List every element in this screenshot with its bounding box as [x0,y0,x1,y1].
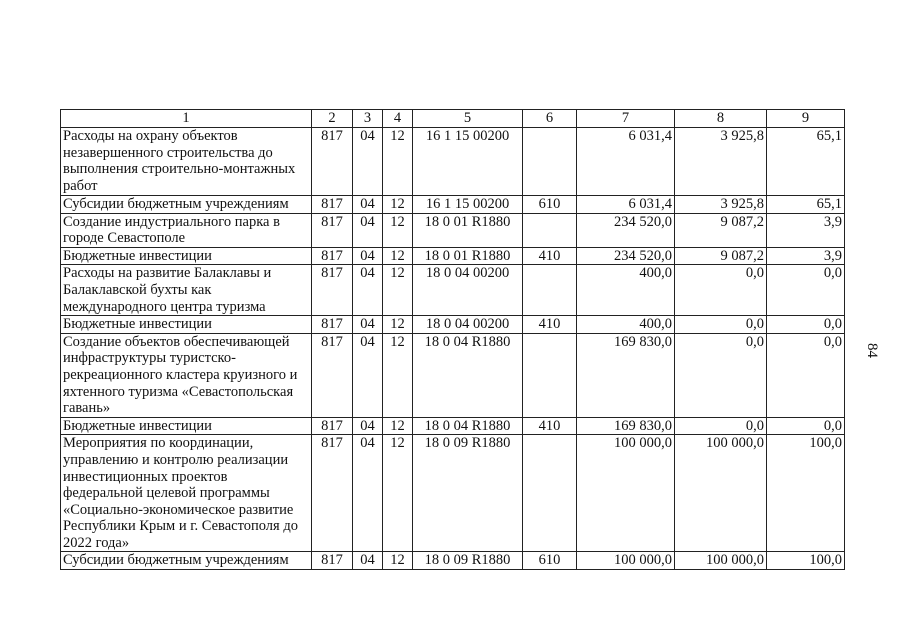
execution-percent: 0,0 [767,333,845,417]
header-cell: 8 [675,110,767,128]
expense-type-code: 410 [523,247,577,265]
subsection-code: 12 [383,333,413,417]
planned-amount: 400,0 [577,265,675,316]
section-code: 04 [353,265,383,316]
execution-percent: 0,0 [767,417,845,435]
planned-amount: 6 031,4 [577,196,675,214]
subsection-code: 12 [383,247,413,265]
expense-name: Субсидии бюджетным учреждениям [61,196,312,214]
execution-percent: 100,0 [767,435,845,552]
section-code: 04 [353,435,383,552]
subsection-code: 12 [383,196,413,214]
expense-type-code: 410 [523,417,577,435]
header-cell: 7 [577,110,675,128]
subsection-code: 12 [383,265,413,316]
target-article-code: 18 0 09 R1880 [413,552,523,570]
section-code: 04 [353,316,383,334]
page-number: 84 [864,343,880,358]
ministry-code: 817 [312,265,353,316]
ministry-code: 817 [312,128,353,196]
expense-type-code: 410 [523,316,577,334]
executed-amount: 3 925,8 [675,128,767,196]
table-row [61,552,845,570]
subsection-code: 12 [383,213,413,247]
section-code: 04 [353,552,383,570]
expense-name: Мероприятия по координации, управлению и контролю реализации инвестиционных проектов федеральной целевой программы «Социально-экономическое развитие Республики Крым и г. Севастополя до 2022 года» [61,435,312,552]
expense-type-code [523,435,577,552]
target-article-code: 18 0 09 R1880 [413,435,523,552]
header-cell: 5 [413,110,523,128]
ministry-code: 817 [312,417,353,435]
table-row [61,417,845,435]
header-cell: 2 [312,110,353,128]
subsection-code: 12 [383,316,413,334]
header-cell: 4 [383,110,413,128]
table-row [61,333,845,417]
target-article-code: 18 0 01 R1880 [413,213,523,247]
table-row [61,128,845,196]
executed-amount: 0,0 [675,265,767,316]
executed-amount: 100 000,0 [675,435,767,552]
target-article-code: 18 0 01 R1880 [413,247,523,265]
table-header-row [61,110,845,128]
expense-name: Бюджетные инвестиции [61,316,312,334]
execution-percent: 0,0 [767,316,845,334]
ministry-code: 817 [312,552,353,570]
executed-amount: 0,0 [675,316,767,334]
section-code: 04 [353,128,383,196]
planned-amount: 234 520,0 [577,213,675,247]
expense-name: Субсидии бюджетным учреждениям [61,552,312,570]
expense-type-code [523,128,577,196]
planned-amount: 6 031,4 [577,128,675,196]
header-cell: 1 [61,110,312,128]
subsection-code: 12 [383,128,413,196]
executed-amount: 100 000,0 [675,552,767,570]
table-row [61,435,845,552]
target-article-code: 16 1 15 00200 [413,128,523,196]
subsection-code: 12 [383,552,413,570]
table-row [61,213,845,247]
expense-type-code [523,213,577,247]
executed-amount: 9 087,2 [675,247,767,265]
executed-amount: 3 925,8 [675,196,767,214]
planned-amount: 100 000,0 [577,552,675,570]
execution-percent: 3,9 [767,247,845,265]
expense-type-code [523,265,577,316]
subsection-code: 12 [383,417,413,435]
ministry-code: 817 [312,247,353,265]
table-row [61,265,845,316]
target-article-code: 16 1 15 00200 [413,196,523,214]
expense-name: Создание индустриального парка в городе Севастополе [61,213,312,247]
planned-amount: 400,0 [577,316,675,334]
table-row [61,196,845,214]
section-code: 04 [353,213,383,247]
section-code: 04 [353,247,383,265]
table-row [61,247,845,265]
section-code: 04 [353,333,383,417]
expense-type-code [523,333,577,417]
executed-amount: 0,0 [675,333,767,417]
execution-percent: 65,1 [767,196,845,214]
execution-percent: 100,0 [767,552,845,570]
executed-amount: 9 087,2 [675,213,767,247]
execution-percent: 3,9 [767,213,845,247]
ministry-code: 817 [312,333,353,417]
planned-amount: 234 520,0 [577,247,675,265]
planned-amount: 169 830,0 [577,333,675,417]
expense-type-code: 610 [523,552,577,570]
expense-name: Бюджетные инвестиции [61,417,312,435]
expense-name: Создание объектов обеспечивающей инфраструктуры туристско-рекреационного кластера круизного и яхтенного туризма «Севастопольская гавань» [61,333,312,417]
header-cell: 3 [353,110,383,128]
ministry-code: 817 [312,213,353,247]
target-article-code: 18 0 04 00200 [413,316,523,334]
target-article-code: 18 0 04 R1880 [413,417,523,435]
ministry-code: 817 [312,316,353,334]
ministry-code: 817 [312,196,353,214]
expense-name: Бюджетные инвестиции [61,247,312,265]
expense-type-code: 610 [523,196,577,214]
table-row [61,316,845,334]
section-code: 04 [353,417,383,435]
target-article-code: 18 0 04 00200 [413,265,523,316]
execution-percent: 0,0 [767,265,845,316]
executed-amount: 0,0 [675,417,767,435]
expense-name: Расходы на развитие Балаклавы и Балаклавской бухты как международного центра туризма [61,265,312,316]
expense-name: Расходы на охрану объектов незавершенного строительства до выполнения строительно-монтажных работ [61,128,312,196]
section-code: 04 [353,196,383,214]
target-article-code: 18 0 04 R1880 [413,333,523,417]
planned-amount: 169 830,0 [577,417,675,435]
planned-amount: 100 000,0 [577,435,675,552]
budget-table [60,109,845,570]
ministry-code: 817 [312,435,353,552]
subsection-code: 12 [383,435,413,552]
header-cell: 9 [767,110,845,128]
header-cell: 6 [523,110,577,128]
execution-percent: 65,1 [767,128,845,196]
